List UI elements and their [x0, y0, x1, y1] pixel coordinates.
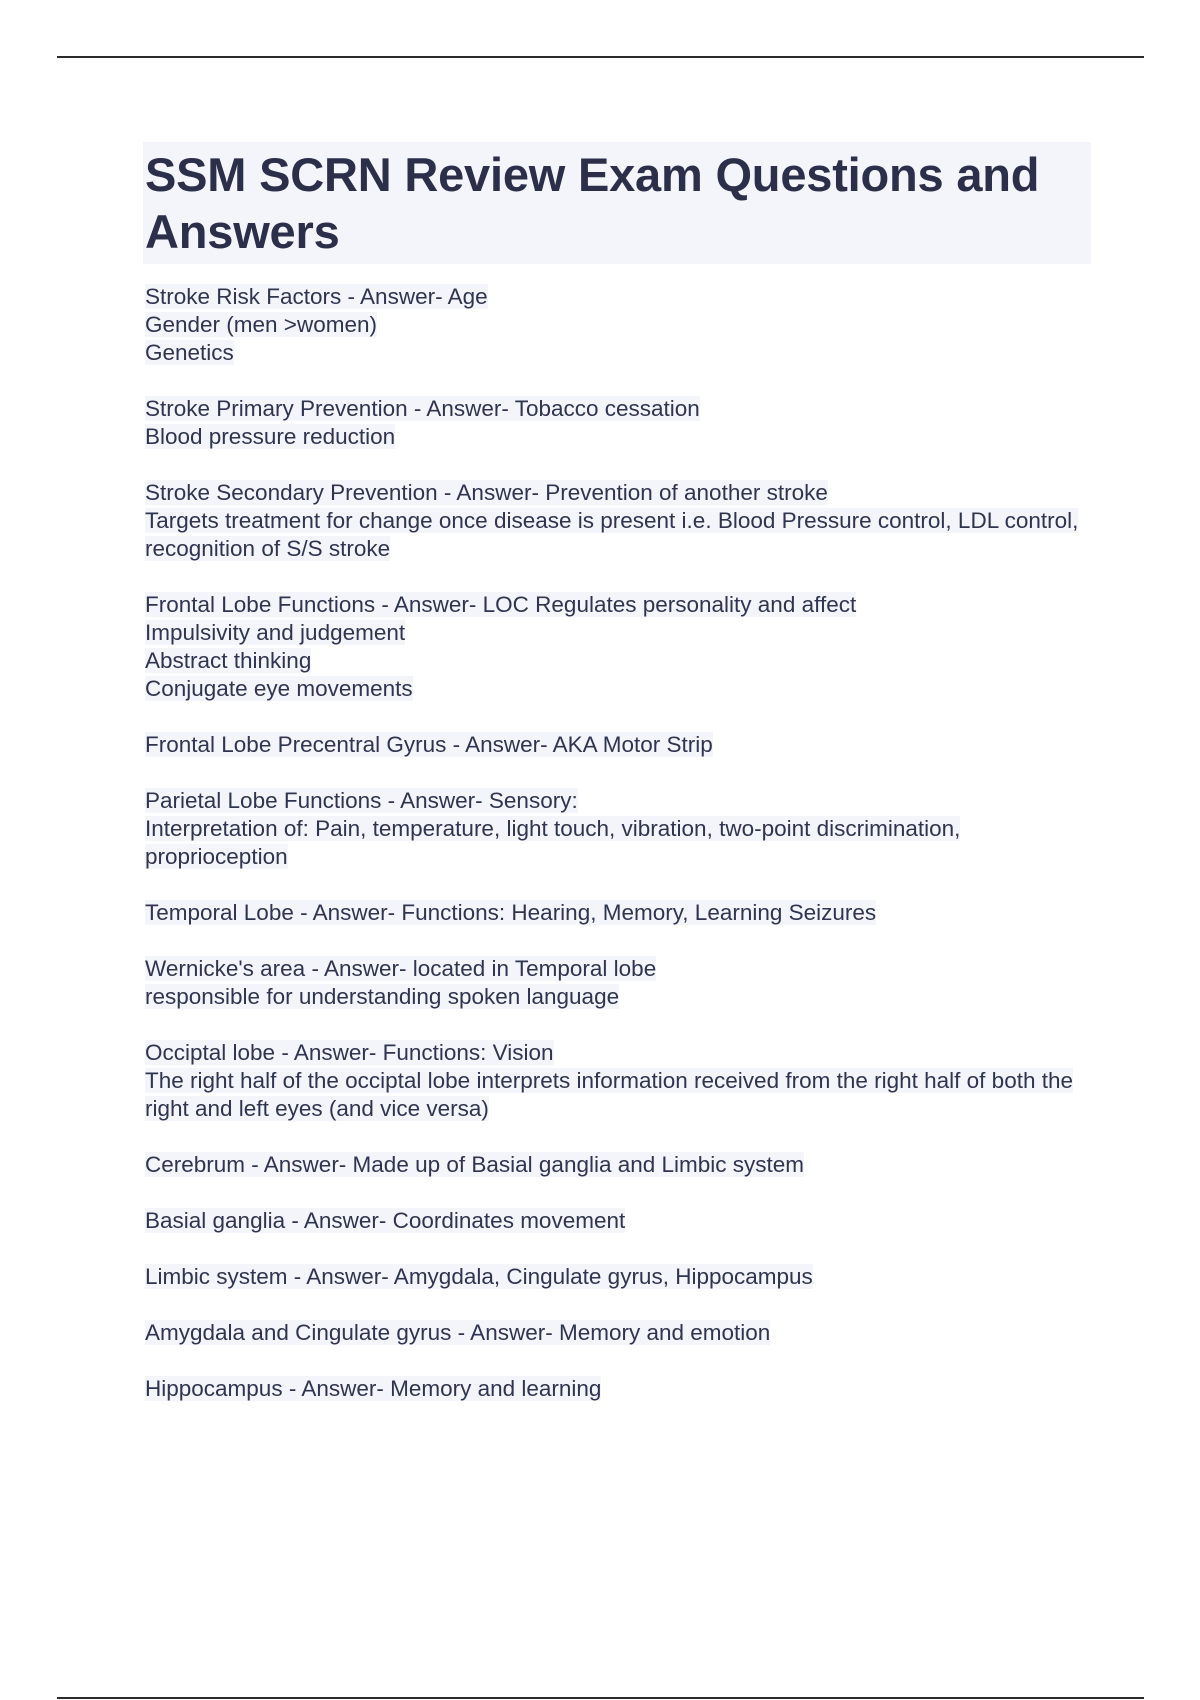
qa-answer-line: [145, 815, 1090, 871]
qa-line-text: Stroke Secondary Prevention - Answer- Prevention of another stroke: [145, 480, 828, 505]
qa-question-line: [145, 731, 1090, 759]
page-title: SSM SCRN Review Exam Questions and Answers: [143, 142, 1091, 264]
bottom-rule: [57, 1697, 1144, 1699]
qa-answer-line: [145, 647, 1090, 675]
qa-question-line: [145, 283, 1090, 311]
qa-item: [145, 1151, 1090, 1179]
qa-answer-line: [145, 619, 1090, 647]
qa-line-text: Interpretation of: Pain, temperature, light touch, vibration, two-point discrimination, proprioception: [145, 816, 961, 869]
qa-line-text: Stroke Primary Prevention - Answer- Tobacco cessation: [145, 396, 700, 421]
qa-line-text: Frontal Lobe Functions - Answer- LOC Regulates personality and affect: [145, 592, 857, 617]
qa-question-line: [145, 1319, 1090, 1347]
qa-line-text: Wernicke's area - Answer- located in Temporal lobe: [145, 956, 657, 981]
qa-question-line: [145, 395, 1090, 423]
qa-line-text: Conjugate eye movements: [145, 676, 413, 701]
qa-question-line: [145, 479, 1090, 507]
qa-line-text: responsible for understanding spoken language: [145, 984, 620, 1009]
qa-line-text: Occiptal lobe - Answer- Functions: Vision: [145, 1040, 554, 1065]
qa-line-text: Impulsivity and judgement: [145, 620, 406, 645]
qa-item: [145, 899, 1090, 927]
qa-question-line: [145, 787, 1090, 815]
qa-line-text: Blood pressure reduction: [145, 424, 396, 449]
qa-question-line: [145, 1207, 1090, 1235]
qa-answer-line: [145, 311, 1090, 339]
qa-question-line: [145, 955, 1090, 983]
qa-item: [145, 955, 1090, 1011]
qa-item: [145, 1263, 1090, 1291]
qa-answer-line: [145, 423, 1090, 451]
qa-item: [145, 395, 1090, 451]
qa-list: [145, 283, 1090, 1431]
qa-question-line: [145, 1375, 1090, 1403]
qa-answer-line: [145, 507, 1090, 563]
qa-question-line: [145, 1151, 1090, 1179]
qa-line-text: Stroke Risk Factors - Answer- Age: [145, 284, 488, 309]
qa-line-text: Targets treatment for change once disease is present i.e. Blood Pressure control, LDL control, recognition of S/S stroke: [145, 508, 1079, 561]
qa-question-line: [145, 591, 1090, 619]
qa-line-text: Gender (men >women): [145, 312, 377, 337]
qa-question-line: [145, 899, 1090, 927]
qa-line-text: Frontal Lobe Precentral Gyrus - Answer- AKA Motor Strip: [145, 732, 713, 757]
qa-question-line: [145, 1039, 1090, 1067]
qa-item: [145, 1375, 1090, 1403]
qa-item: [145, 283, 1090, 367]
qa-line-text: Temporal Lobe - Answer- Functions: Hearing, Memory, Learning Seizures: [145, 900, 877, 925]
qa-line-text: Cerebrum - Answer- Made up of Basial ganglia and Limbic system: [145, 1152, 805, 1177]
qa-answer-line: [145, 339, 1090, 367]
qa-line-text: Hippocampus - Answer- Memory and learning: [145, 1376, 602, 1401]
qa-line-text: Basial ganglia - Answer- Coordinates movement: [145, 1208, 626, 1233]
qa-question-line: [145, 1263, 1090, 1291]
top-rule: [57, 56, 1144, 58]
qa-item: [145, 1039, 1090, 1123]
qa-line-text: Abstract thinking: [145, 648, 312, 673]
qa-line-text: Genetics: [145, 340, 234, 365]
qa-line-text: Parietal Lobe Functions - Answer- Sensory:: [145, 788, 578, 813]
qa-answer-line: [145, 1067, 1090, 1123]
qa-answer-line: [145, 983, 1090, 1011]
qa-item: [145, 1207, 1090, 1235]
qa-item: [145, 787, 1090, 871]
qa-item: [145, 731, 1090, 759]
qa-line-text: Limbic system - Answer- Amygdala, Cingulate gyrus, Hippocampus: [145, 1264, 813, 1289]
qa-line-text: The right half of the occiptal lobe interprets information received from the right half of both the right and left eyes (and vice versa): [145, 1068, 1074, 1121]
qa-item: [145, 479, 1090, 563]
qa-item: [145, 591, 1090, 703]
qa-line-text: Amygdala and Cingulate gyrus - Answer- Memory and emotion: [145, 1320, 771, 1345]
qa-answer-line: [145, 675, 1090, 703]
qa-item: [145, 1319, 1090, 1347]
